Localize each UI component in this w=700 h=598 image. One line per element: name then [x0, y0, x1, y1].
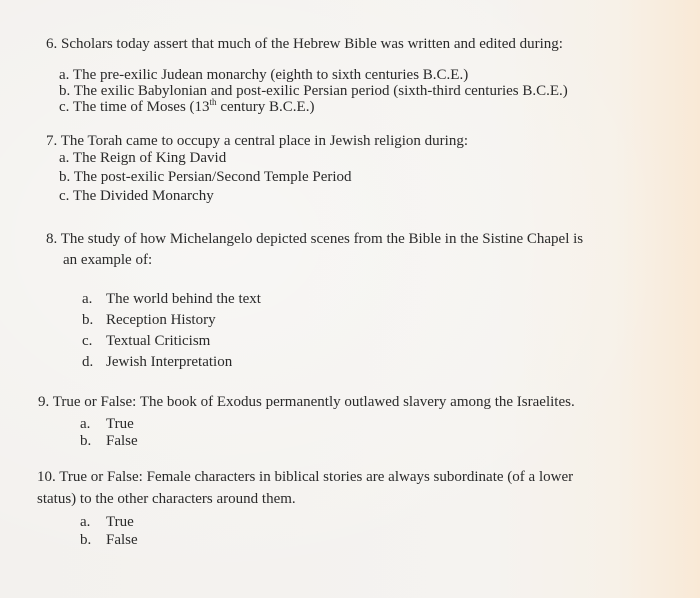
option-text: True [106, 416, 134, 432]
option-letter: b. [80, 532, 92, 548]
question-stem: True or False: The book of Exodus permanently outlawed slavery among the Israelites. [52, 394, 575, 410]
option-text: The Reign of King David [72, 150, 227, 166]
option-text: Reception History [106, 312, 216, 328]
question-stem-continued: status) to the other characters around them. [37, 491, 296, 507]
option-text: The exilic Babylonian and post-exilic Persian period (sixth-third centuries B.C.E.) [73, 83, 568, 99]
option-10b [80, 530, 138, 550]
option-text: The time of Moses (13th century B.C.E.) [72, 97, 315, 115]
option-letter: c. [59, 99, 70, 115]
option-letter: d. [82, 354, 94, 370]
option-6c [59, 97, 314, 117]
option-7c [59, 186, 214, 206]
option-8c [82, 331, 210, 351]
option-text: True [106, 514, 134, 530]
option-text: The pre-exilic Judean monarchy (eighth to sixth centuries B.C.E.) [72, 67, 469, 83]
option-letter: a. [82, 291, 93, 307]
option-8b [82, 310, 216, 330]
option-9b [80, 431, 138, 451]
question-number: 8. [46, 231, 58, 247]
option-letter: c. [59, 188, 70, 204]
option-letter: b. [59, 169, 71, 185]
question-number: 10. [37, 469, 56, 485]
option-text: Textual Criticism [106, 333, 211, 349]
option-letter: b. [59, 83, 71, 99]
option-text: The world behind the text [106, 291, 261, 307]
option-8d [82, 352, 232, 372]
option-letter: a. [80, 416, 91, 432]
option-letter: b. [80, 433, 92, 449]
option-7b [59, 167, 352, 187]
option-text: Jewish Interpretation [106, 354, 233, 370]
question-stem-continued: an example of: [63, 252, 153, 268]
question-number: 6. [46, 36, 58, 52]
question-stem: True or False: Female characters in biblical stories are always subordinate (of a lower [59, 469, 574, 485]
question-6 [46, 34, 563, 55]
option-letter: c. [82, 333, 93, 349]
option-letter: a. [80, 514, 91, 530]
option-letter: a. [59, 67, 70, 83]
question-stem: The study of how Michelangelo depicted scenes from the Bible in the Sistine Chapel is [60, 231, 584, 247]
question-number: 7. [46, 133, 58, 149]
option-letter: b. [82, 312, 94, 328]
ordinal-superscript: th [209, 97, 217, 107]
option-7a [59, 148, 226, 168]
option-8a [82, 289, 261, 309]
question-stem: Scholars today assert that much of the Hebrew Bible was written and edited during: [61, 36, 563, 52]
option-letter: a. [59, 150, 70, 166]
question-10 [37, 467, 573, 510]
option-10a [80, 512, 134, 532]
question-number: 9. [38, 394, 50, 410]
question-8 [46, 229, 583, 271]
question-9 [38, 392, 575, 413]
option-text: The Divided Monarchy [72, 188, 214, 204]
question-stem: The Torah came to occupy a central place in Jewish religion during: [60, 133, 469, 149]
option-text: False [106, 433, 138, 449]
option-text: The post-exilic Persian/Second Temple Period [73, 169, 352, 185]
option-text: False [106, 532, 138, 548]
